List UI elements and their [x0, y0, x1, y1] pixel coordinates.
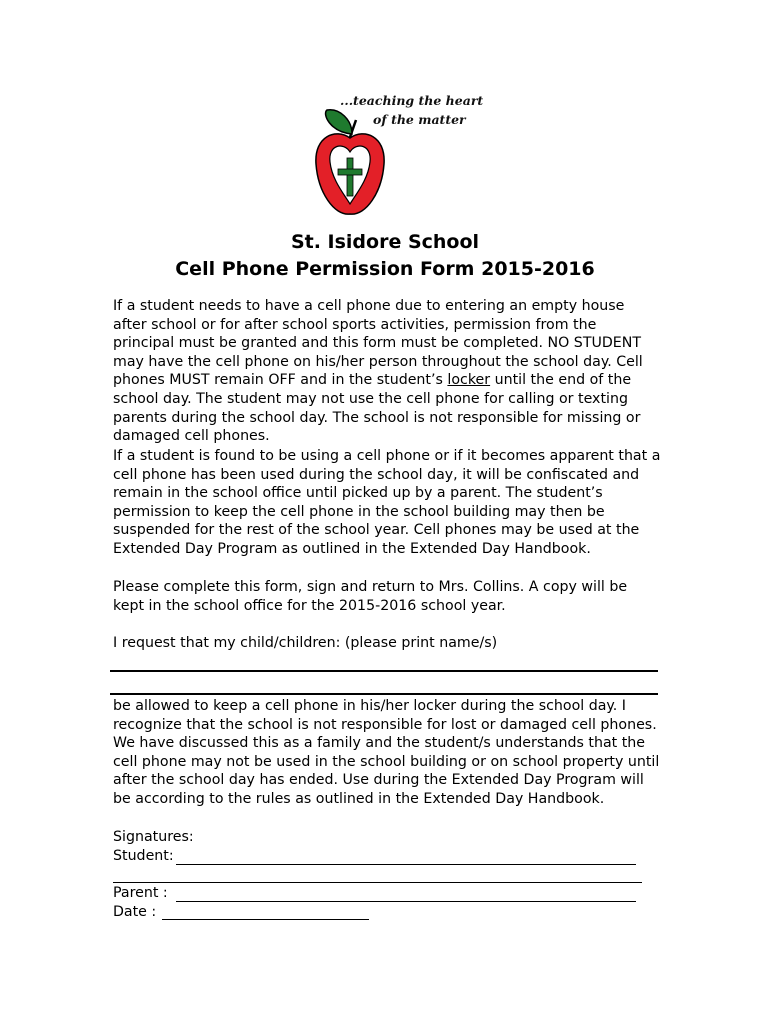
confiscation-paragraph: If a student is found to be using a cell phone or if it becomes apparent that a cell phone has been used during the school day, it will be confiscated and remain in the school office until picked up by a parent. The student’s permission to keep the cell phone in the school building may then be suspended for the rest of the school year. Cell phones may be used at the Extended Day Program as outlined in the Extended Day Handbook. — [113, 448, 661, 557]
logo-tagline-line1: ...teaching the heart — [340, 93, 484, 108]
logo-tagline-line2: of the matter — [373, 112, 466, 127]
apple-leaf-icon — [326, 110, 352, 134]
school-name: St. Isidore School — [290, 231, 480, 253]
signatures-heading: Signatures: — [113, 829, 194, 845]
locker-underlined-word: locker — [447, 372, 491, 389]
student-signature-label: Student: — [113, 848, 174, 864]
request-label: I request that my child/children: (please print name/s) — [113, 635, 498, 651]
date-field[interactable] — [162, 919, 369, 920]
child-name-line-1[interactable] — [110, 670, 658, 672]
instructions-paragraph: Please complete this form, sign and return to Mrs. Collins. A copy will be kept in the school office for the 2015-2016 school year. — [113, 579, 628, 614]
cross-icon — [347, 158, 353, 196]
extra-signature-line[interactable] — [113, 882, 642, 883]
parent-signature-field[interactable] — [176, 901, 636, 902]
agreement-paragraph: be allowed to keep a cell phone in his/her locker during the school day. I recognize that the school is not responsible for lost or damaged cell phones. We have discussed this as a family and the student/s understands that the cell phone may not be used in the school building or on school property until after the school day has ended. Use during the Extended Day Program will be according to the rules as outlined in the Extended Day Handbook. — [113, 698, 660, 807]
policy-paragraph: If a student needs to have a cell phone due to entering an empty house after school or for after school sports activities, permission from the principal must be granted and this form must be completed. NO STUDENT may have the cell phone on his/her person throughout the school day. Cell phones MUST remain OFF and in the student’s locker until the end of the school day. The student may not use the cell phone for calling or texting parents during the school day. The school is not responsible for missing or damaged cell phones. — [113, 298, 643, 445]
form-title: Cell Phone Permission Form 2015-2016 — [175, 258, 595, 280]
parent-signature-label: Parent : — [113, 885, 168, 901]
child-name-line-2[interactable] — [110, 693, 658, 695]
student-signature-field[interactable] — [176, 864, 636, 865]
date-label: Date : — [113, 904, 157, 920]
